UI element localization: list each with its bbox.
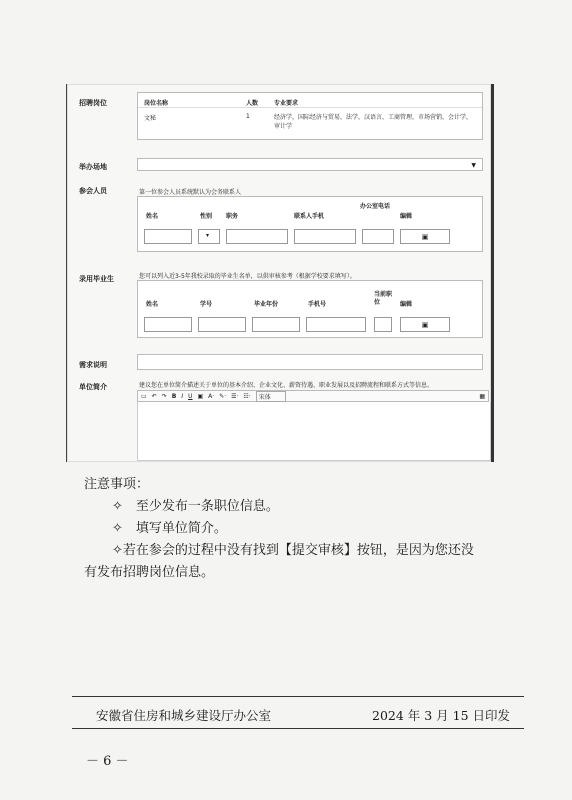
attendees-table: [137, 196, 483, 252]
graduates-label: 录用毕业生: [79, 275, 114, 283]
graduates-table: [137, 280, 483, 338]
grad-save-button[interactable]: [400, 317, 450, 332]
editor-toolbar: [137, 390, 489, 402]
att-header-gender: 性别: [200, 213, 213, 220]
grad-id-input[interactable]: [198, 317, 246, 332]
post-count: 1: [246, 113, 250, 120]
undo-icon[interactable]: ↶: [151, 392, 157, 400]
header-major: 专业要求: [274, 100, 299, 107]
grad-mobile-input[interactable]: [306, 317, 366, 332]
att-gender-select[interactable]: [198, 229, 220, 244]
italic-icon[interactable]: I: [181, 392, 184, 400]
graduates-note: 您可以列入近3-5年我校录取的毕业生名单，以供审核参考（根据学校要求填写）。: [139, 273, 356, 280]
ordered-list-icon[interactable]: ☰·: [231, 392, 239, 400]
source-icon[interactable]: ▭: [141, 392, 147, 400]
venue-select[interactable]: [137, 158, 483, 171]
att-header-title: 职务: [226, 213, 239, 220]
page-number: － 6 －: [86, 754, 129, 769]
grad-header-edit: 编辑: [400, 301, 413, 308]
form-screenshot: [66, 84, 494, 462]
att-header-name: 姓名: [146, 213, 159, 220]
bold-icon[interactable]: B: [171, 392, 177, 400]
intro-label: 单位简介: [79, 383, 107, 391]
att-save-button[interactable]: [400, 229, 450, 244]
post-major: 经济学，国际经济与贸易，法学，汉语言，工商管理，市场营销，会计学，审计学: [274, 114, 473, 130]
note-item-1: ✧ 至少发布一条职位信息。: [112, 499, 279, 514]
grad-header-mobile: 手机号: [308, 301, 327, 308]
demand-label: 需求说明: [79, 361, 107, 369]
demand-input[interactable]: [137, 354, 483, 370]
strikethrough-icon[interactable]: ▣: [197, 392, 204, 400]
note-item-2: ✧ 填写单位简介。: [112, 521, 227, 536]
redo-icon[interactable]: ↷: [161, 392, 167, 400]
note-item-3a: ✧若在参会的过程中没有找到【提交审核】按钮，是因为您还没: [112, 543, 474, 558]
intro-placeholder: 建议您在单位简介描述关于单位的基本介绍、企业文化、薪资待遇、职业发展以及招聘流程和联系方式等信息。: [139, 382, 434, 389]
grad-position-input[interactable]: [374, 317, 392, 332]
grad-header-id: 学号: [200, 301, 213, 308]
venue-label: 举办场地: [79, 163, 107, 171]
footer-top-rule: [72, 696, 524, 697]
attendees-label: 参会人员: [79, 187, 107, 195]
att-phone-input[interactable]: [362, 229, 394, 244]
att-header-mobile: 联系人手机: [294, 213, 325, 220]
underline-icon[interactable]: U: [188, 392, 193, 400]
highlight-icon[interactable]: ✎·: [219, 392, 227, 400]
attendees-note: 第一位参会人员系统默认为会务联系人: [139, 189, 242, 196]
footer-office: 安徽省住房和城乡建设厅办公室: [96, 708, 272, 723]
grad-year-input[interactable]: [252, 317, 300, 332]
grad-header-position: 当前职位: [374, 291, 393, 306]
bullet-list-icon[interactable]: ☷·: [243, 392, 251, 400]
font-family-select[interactable]: 宋体: [256, 391, 286, 402]
notes-title: 注意事项：: [84, 477, 150, 492]
post-name: 文秘: [144, 115, 157, 122]
att-title-input[interactable]: [226, 229, 288, 244]
recruit-table: [137, 92, 483, 140]
intro-editor[interactable]: [137, 402, 491, 461]
header-post-name: 岗位名称: [144, 100, 169, 107]
footer-date: 2024 年 3 月 15 日印发: [372, 708, 511, 723]
att-header-phone: 办公室电话: [360, 203, 391, 210]
floppy-disk-icon: ▣: [421, 320, 429, 329]
grad-header-name: 姓名: [146, 301, 159, 308]
recruit-label: 招聘岗位: [79, 99, 107, 107]
footer-bottom-rule: [72, 728, 524, 729]
floppy-disk-icon: ▣: [421, 232, 429, 241]
chevron-down-icon: ▾: [206, 232, 210, 239]
header-count: 人数: [246, 100, 259, 107]
fullscreen-icon[interactable]: ▦: [479, 392, 485, 400]
grad-header-year: 毕业年份: [254, 301, 279, 308]
att-name-input[interactable]: [144, 229, 192, 244]
note-item-3b: 有发布招聘岗位信息。: [84, 565, 215, 580]
att-mobile-input[interactable]: [294, 229, 356, 244]
grad-name-input[interactable]: [144, 317, 192, 332]
font-color-icon[interactable]: A·: [208, 392, 215, 400]
chevron-down-icon: ▼: [471, 162, 476, 169]
att-header-edit: 编辑: [400, 213, 413, 220]
